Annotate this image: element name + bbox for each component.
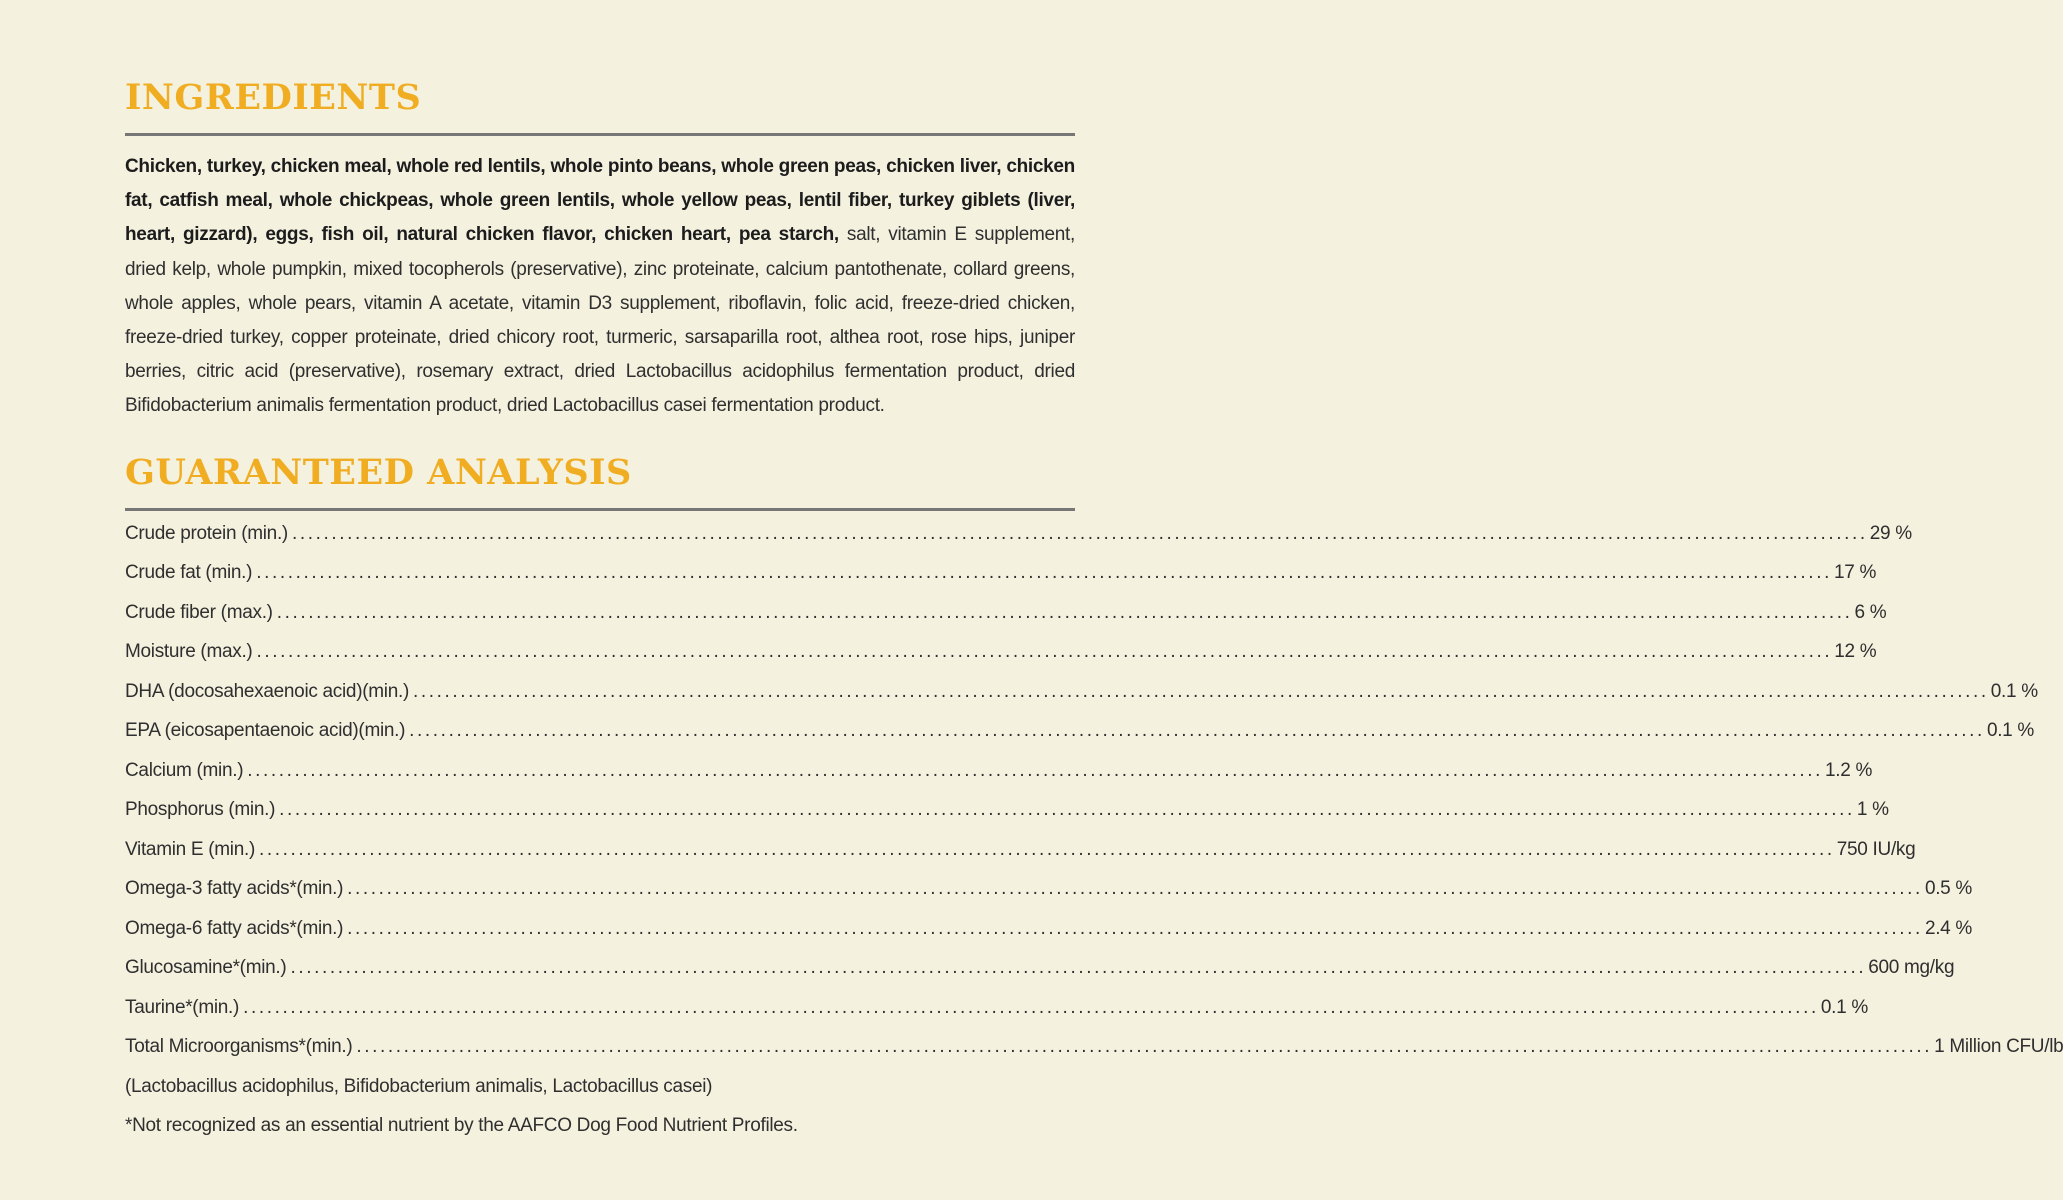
dot-leader: ........................................................................................................................................................................................................ <box>243 996 1819 1018</box>
nutrient-value: 0.1 % <box>1990 680 2038 702</box>
dot-leader: ........................................................................................................................................................................................................ <box>256 562 1832 584</box>
nutrient-name: Total Microorganisms*(min.) <box>125 1036 353 1058</box>
nutrient-name: Omega-3 fatty acids*(min.) <box>125 878 344 900</box>
analysis-row-calcium <box>125 751 1873 791</box>
dot-leader: ........................................................................................................................................................................................................ <box>347 878 1923 900</box>
nutrient-value: 0.5 % <box>1924 878 1973 900</box>
analysis-row-epa <box>125 711 2035 751</box>
nutrient-name: Moisture (max.) <box>125 641 253 663</box>
nutrient-name: Calcium (min.) <box>125 759 244 781</box>
nutrient-name: Crude protein (min.) <box>125 522 288 544</box>
dot-leader: ........................................................................................................................................................................................................ <box>256 641 1833 663</box>
ingredients-secondary: salt, vitamin E supplement, dried kelp, whole pumpkin, mixed tocopherols (preservative), zinc proteinate, calcium pantothenate, collard greens, whole apples, whole pears, vitamin A acetate, vitamin D3 supplement, riboflavin, folic acid, freeze-dried chicken, freeze-dried turkey, copper proteinate, dried chicory root, turmeric, sarsaparilla root, althea root, rose hips, juniper berries, citric acid (preservative), rosemary extract, dried Lactobacillus acidophilus fermentation product, dried Bifidobacterium animalis fermentation product, dried Lactobacillus casei fermentation product. <box>125 224 1075 417</box>
analysis-row-vitamin-e <box>125 830 1916 870</box>
nutrient-name: Omega-6 fatty acids*(min.) <box>125 917 344 939</box>
nutrient-value: 29 % <box>1869 522 1912 544</box>
analysis-row-omega-6 <box>125 909 1973 949</box>
dot-leader: ........................................................................................................................................................................................................ <box>259 838 1835 860</box>
nutrient-value: 17 % <box>1833 562 1877 584</box>
ingredients-divider <box>125 133 1075 136</box>
analysis-row-glucosamine <box>125 948 1955 988</box>
nutrient-value: 1.2 % <box>1825 759 1873 781</box>
nutrient-value: 6 % <box>1854 601 1887 623</box>
nutrient-value: 1 % <box>1856 799 1889 821</box>
nutrient-value: 0.1 % <box>1986 720 2035 742</box>
nutrient-name: EPA (eicosapentaenoic acid)(min.) <box>125 720 406 742</box>
footnote: *Not recognized as an essential nutrient by the AAFCO Dog Food Nutrient Profiles. <box>125 1115 798 1137</box>
nutrient-name: DHA (docosahexaenoic acid)(min.) <box>125 680 409 702</box>
dot-leader: ........................................................................................................................................................................................................ <box>279 799 1855 821</box>
analysis-row-crude-protein <box>125 514 1912 554</box>
analysis-row-omega-3 <box>125 869 1973 909</box>
nutrition-panel <box>125 76 2063 1146</box>
analysis-table <box>125 514 2063 1146</box>
nutrient-name: Taurine*(min.) <box>125 996 240 1018</box>
dot-leader: ........................................................................................................................................................................................................ <box>247 759 1824 781</box>
dot-leader: ........................................................................................................................................................................................................ <box>276 601 1853 623</box>
nutrient-value: 600 mg/kg <box>1868 957 1955 979</box>
nutrient-value: 0.1 % <box>1820 996 1868 1018</box>
dot-leader: ........................................................................................................................................................................................................ <box>356 1036 1933 1058</box>
analysis-row-taurine <box>125 988 1868 1028</box>
analysis-row-dha <box>125 672 2038 712</box>
analysis-row-moisture <box>125 632 1877 672</box>
nutrient-name: Vitamin E (min.) <box>125 838 255 860</box>
dot-leader: ........................................................................................................................................................................................................ <box>409 720 1985 742</box>
ingredients-heading: INGREDIENTS <box>125 77 422 118</box>
ingredients-text <box>125 150 1075 424</box>
analysis-row-phosphorus <box>125 790 1889 830</box>
nutrient-value: 12 % <box>1834 641 1877 663</box>
nutrient-name: Crude fat (min.) <box>125 562 253 584</box>
analysis-divider <box>125 508 1075 511</box>
dot-leader: ........................................................................................................................................................................................................ <box>290 957 1867 979</box>
ingredients-primary: Chicken, turkey, chicken meal, whole red lentils, whole pinto beans, whole green peas, chicken liver, chicken fat, catfish meal, whole chickpeas, whole green lentils, whole yellow peas, lentil fiber, turkey giblets (liver, heart, gizzard), eggs, fish oil, natural chicken flavor, chicken heart, pea starch, <box>125 156 1075 246</box>
organisms-note: (Lactobacillus acidophilus, Bifidobacterium animalis, Lactobacillus casei) <box>125 1075 713 1097</box>
dot-leader: ........................................................................................................................................................................................................ <box>291 522 1868 544</box>
analysis-row-microorganisms <box>125 1027 2063 1067</box>
nutrient-name: Glucosamine*(min.) <box>125 957 287 979</box>
nutrient-value: 2.4 % <box>1924 917 1973 939</box>
nutrient-value: 1 Million CFU/lb <box>1934 1036 2063 1058</box>
nutrient-name: Crude fiber (max.) <box>125 601 273 623</box>
nutrient-name: Phosphorus (min.) <box>125 799 276 821</box>
dot-leader: ........................................................................................................................................................................................................ <box>347 917 1923 939</box>
dot-leader: ........................................................................................................................................................................................................ <box>412 680 1989 702</box>
analysis-heading: GUARANTEED ANALYSIS <box>125 451 632 493</box>
analysis-row-crude-fiber <box>125 593 1887 633</box>
analysis-row-crude-fat <box>125 553 1877 593</box>
nutrient-value: 750 IU/kg <box>1836 838 1916 860</box>
